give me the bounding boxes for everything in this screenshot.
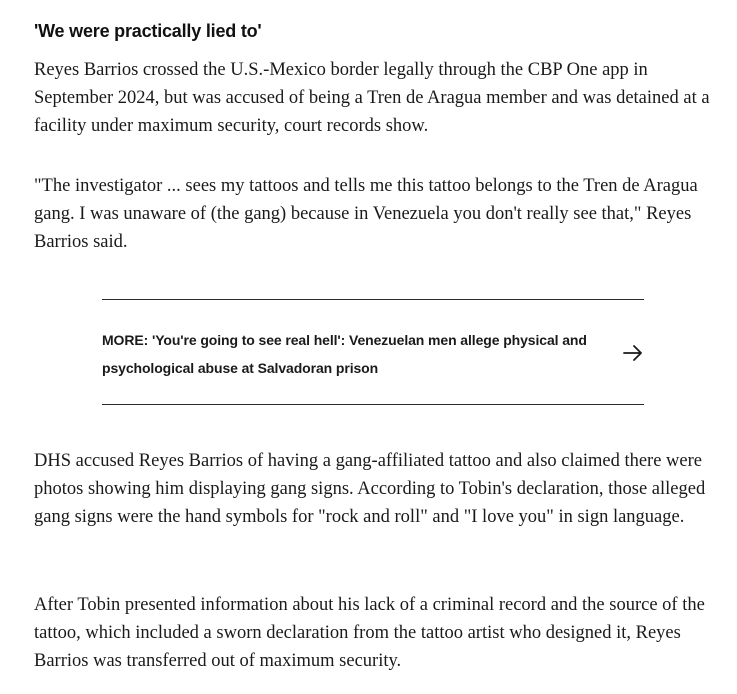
article-paragraph: Reyes Barrios crossed the U.S.-Mexico border legally through the CBP One app in September 2024, but was accused of being a Tren de Aragua member and was detained at a facility under maximum security, court records show. — [34, 60, 710, 136]
article-body — [34, 0, 724, 671]
arrow-right-icon[interactable] — [622, 342, 644, 364]
article-paragraph: DHS accused Reyes Barrios of having a gang-affiliated tattoo and also claimed there were photos showing him displaying gang signs. According to Tobin's declaration, those alleged gang signs were the hand symbols for "rock and roll" and "I love you" in sign language. — [34, 451, 706, 527]
related-article-link[interactable] — [102, 299, 644, 405]
more-label: MORE: — [102, 332, 149, 348]
article-paragraph: "The investigator ... sees my tattoos and tells me this tattoo belongs to the Tren de Aragua gang. I was unaware of (the gang) because in Venezuela you don't really see that," Reyes Barrios said. — [34, 176, 698, 252]
related-article-headline[interactable]: 'You're going to see real hell': Venezuelan men allege physical and psychological abuse at Salvadoran prison — [102, 332, 587, 376]
section-heading: 'We were practically lied to' — [34, 21, 262, 41]
article-paragraph: After Tobin presented information about his lack of a criminal record and the source of the tattoo, which included a sworn declaration from the tattoo artist who designed it, Reyes Barrios was transferred out of maximum security. — [34, 595, 705, 671]
related-article-text[interactable] — [102, 326, 612, 382]
